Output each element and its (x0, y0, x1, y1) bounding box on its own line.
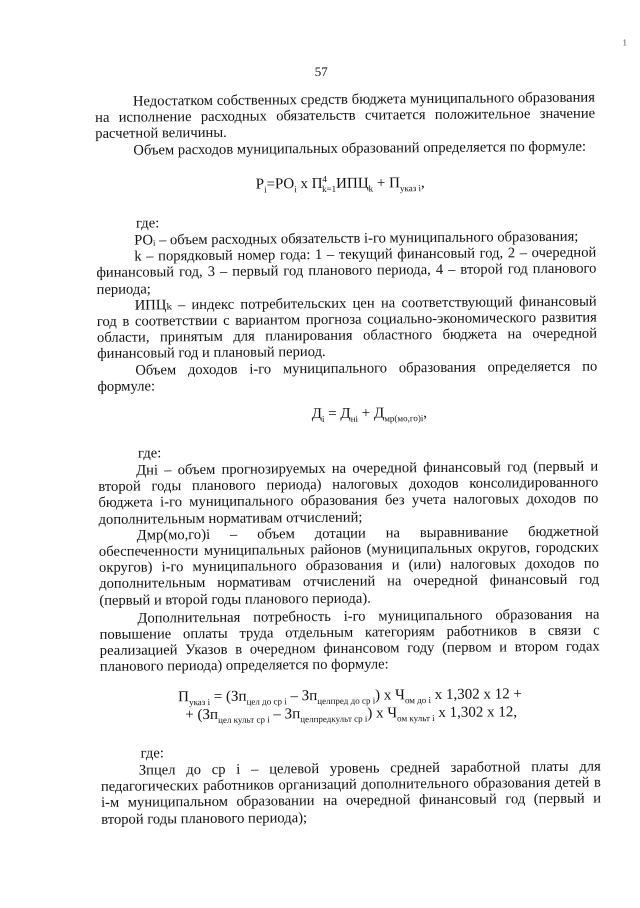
paragraph-text: Объем расходов муниципальных образований определяется по формуле: (133, 138, 587, 159)
where-label: где: (140, 745, 164, 762)
definitions-expenses (96, 229, 597, 395)
definition-po: РОᵢ – объем расходных обязательств i-го муниципального образования; (134, 228, 579, 249)
definitions-salary (101, 759, 602, 828)
where-label: где: (135, 215, 160, 232)
where-label: где: (137, 445, 162, 462)
definition-k: k – порядковый номер года: 1 – текущий финансовый год, 2 – очередной финансовый год, 3 – первый год планового периода, 4 – второй год планового периода; (96, 244, 597, 298)
page-number: 57 (314, 63, 328, 80)
formula-salary-line2: + $(Зп_{цел культ ср i} - Зп_{целпредкульт ср i})$ х $Ч_{ом культ i}$ х 1,302 х 12, (185, 704, 518, 725)
definition-dn: Днi – объем прогнозируемых на очередной финансовый год (первый и второй годы планового периода) налоговых доходов консолидированного бюджета i-го муниципального образования без учета налоговых доходов по дополнительным нормативам отчислений; (98, 458, 599, 528)
formula-expenses: $P_i=PO_i$ х $П^4_{k=1}ИПЦ_k + П_{указ i}$, (255, 173, 425, 195)
margin-mark: 1 (622, 37, 627, 48)
definition-dmr: Дмр(мо,го)i – объем дотации на выравнивание бюджетной обеспеченности муниципальных районов (муниципальных округов, городских округов) i-го муниципального образования и (или) налоговых доходов по дополнительным нормативам отчислений на очередной финансовый год (первый и второй годы планового периода). (98, 523, 600, 609)
paragraph-text: Объем доходов i-го муниципального образования определяется по формуле: (97, 358, 598, 395)
paragraph-deficit (95, 90, 596, 159)
definitions-revenues (98, 459, 600, 676)
formula-revenues: $Д_i = Д_{нi} + Д_{мр(мо,го)i}$, (311, 405, 428, 424)
formula-salary-line1: $П_{указ i} = (Зп_{цел до ср i} - Зп_{целпред до ср i})$ х $Ч_{ом до i}$ х 1,302 х 12 + (178, 686, 523, 708)
definition-ipc: ИПЦₖ – индекс потребительских цен на соответствующий финансовый год в соответствии с вариантом прогноза социально-экономического развития области, принятым для планирования областного бюджета на очередной финансовый год и плановый период. (96, 293, 598, 363)
paragraph-text: Дополнительная потребность i-го муниципального образования на повышение оплаты труда отдельным категориям работников в связи с реализацией Указов в очередном финансовом году (первом и втором годах планового периода) определяется по формуле: (99, 606, 600, 676)
paragraph-text: Недостатком собственных средств бюджета муниципального образования на исполнение расходных обязательств считается положительное значение расчетной величины. (95, 89, 596, 143)
definition-zp: Зпцел до ср i – целевой уровень средней заработной платы для педагогических работников организаций дополнительного образования детей в i-м муниципальном образовании на очередной финансовый год (первый и второй годы планового периода); (100, 758, 602, 828)
